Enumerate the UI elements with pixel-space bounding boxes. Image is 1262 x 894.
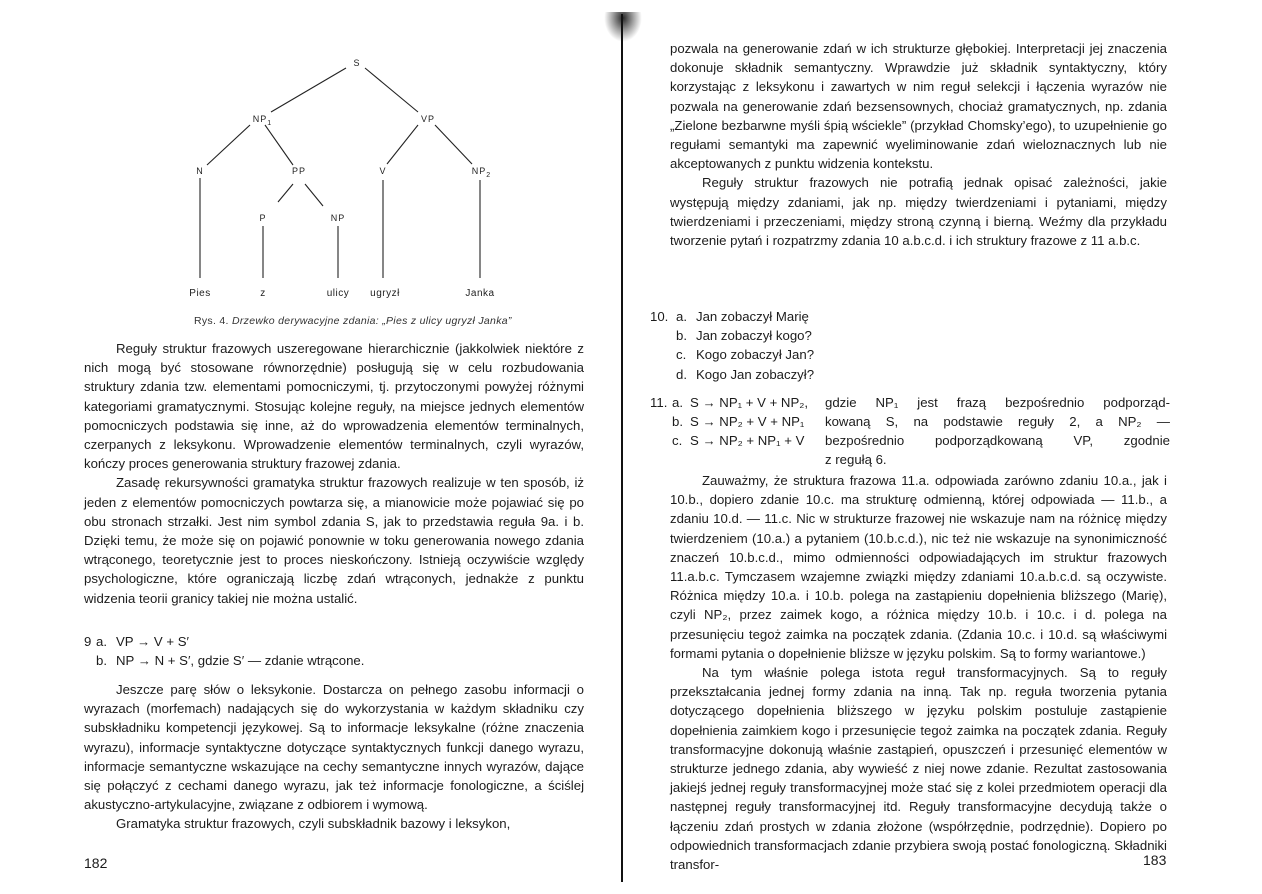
example-text: Jan zobaczył kogo? (696, 328, 812, 344)
tree-node-np2-subscript: 2 (486, 171, 491, 179)
tree-leaf-z: z (260, 288, 266, 299)
page-number-left: 182 (84, 855, 108, 871)
tree-node-vp: VP (420, 114, 436, 124)
tree-leaf-ulicy: ulicy (326, 288, 350, 299)
tree-node-pp: PP (291, 166, 307, 176)
right-text-block-2 (670, 471, 1167, 874)
tree-node-v: V (379, 166, 387, 176)
rules-9 (84, 632, 364, 670)
paragraph: pozwala na generowanie zdań w ich strukturze głębokiej. Interpretacji jej znaczenia dokonuje składnik semantyczny. Wprawdzie już składnik syntaktyczny, który korzystając z leksykonu i zawartych w nim reguł selekcji i łączenia wyrazów nie pozwala na generowanie zdań bezsensownych, chociaż gramatycznych, np. zdania „Zielone bezbarwne myśli śpią wściekle” (przykład Chomsky’ego), to uzupełnienie go regułami semantyki ma zapewnić wyeliminowanie zdań wieloznacznych lub nie akceptowanych z punktu widzenia kontekstu. (670, 41, 1167, 172)
example-label: b. (672, 414, 683, 429)
example-number: 11. (650, 395, 668, 410)
rule-formula: NP → N + S′, gdzie S′ — zdanie wtrącone. (116, 653, 365, 669)
caption-text: Drzewko derywacyjne zdania: „Pies z ulicy ugryzł Janka” (232, 315, 512, 327)
left-text-block-1 (84, 339, 584, 608)
left-text-block-2 (84, 680, 584, 834)
page-number-right: 183 (1143, 852, 1167, 868)
tree-leaf-ugryzl: ugryzł (370, 288, 400, 299)
tree-node-p: P (259, 213, 267, 223)
tree-node-np1 (253, 114, 271, 127)
example-gloss: bezpośrednio podporządkowaną VP, zgodnie (825, 433, 1170, 448)
example-gloss: z regułą 6. (825, 452, 887, 467)
paragraph: Reguły struktur frazowych uszeregowane hierarchicznie (jakkolwiek niektóre z nich mogą być stosowane równorzędnie) posługują się w celu rozbudowania struktury zdania tzw. elementami pomocniczymi, tj. przytoczonymi powyżej różnymi kategoriami gramatycznymi. Stosując kolejne reguły, na miejsce jednych elementów pomocniczych podstawia się inne, aż do wprowadzenia elementów terminalnych, czerpanych z leksykonu. Wprowadzenie elementów terminalnych, czyli wyrazów, kończy proces generowania struktury frazowej zdania. (84, 341, 584, 472)
tree-node-np2-label: NP (471, 166, 487, 176)
tree-node-n: N (196, 166, 204, 176)
example-formula: S → NP₂ + V + NP₁ (690, 414, 805, 429)
paragraph: Jeszcze parę słów o leksykonie. Dostarcza on pełnego zasobu informacji o wyrazach (morfemach) nadających się do wykorzystania w każdym składniku czy subskładniku kompetencji językowej. Są to informacje leksykalne (różne znaczenia wyrazu), informacje syntaktyczne dotyczące syntaktycznych funkcji danego wyrazu, informacje semantyczne wskazujące na cechy semantyczne innych wyrazów, dające się połączyć z cechami danego wyrazu, jak też informacje fonologiczne, a ściślej akustyczno-artykulacyjne, związane z odbiorem i wymową. (84, 682, 584, 813)
tree-leaf-pies: Pies (189, 288, 211, 299)
paragraph: Na tym właśnie polega istota reguł transformacyjnych. Są to reguły przekształcania jednej formy zdania na inną. Tak np. reguła tworzenia pytania dotyczącego dopełnienia bliższego w języku polskim postuluje zastąpienie dopełnienia zaimkiem kogo i przesunięcie tegoż zaimka na początek zdania. Reguły transformacyjne dokonują właśnie zastąpień, opuszczeń i przesunięć elementów w strukturze jednego zdania, aby wywieść z niej nowe zdanie. Rezultat zastosowania jakiejś jednej reguły transformacyjnej może stać się z kolei przedmiotem operacji dla następnej reguły transformacyjnej itd. Reguły transformacyjne decydują także o łączeniu zdań prostych w zdania złożone (współrzędnie, podrzędnie). Dopiero po odpowiednich transformacjach zdanie przybiera swoją postać fonologiczną. Składniki transfor- (670, 665, 1167, 873)
example-label: c. (676, 347, 687, 363)
paragraph: Zauważmy, że struktura frazowa 11.a. odpowiada zarówno zdaniu 10.a., jak i 10.b., dopiero zdanie 10.c. ma strukturę odmienną, której odpowiada — 11.b., a zdaniu 10.d. — 11.c. Nic w strukturze frazowej nie wskazuje nam na różnicę między twierdzeniem (10.a.) a pytaniem (10.b.c.d.), nic też nie wskazuje na synonimiczność znaczeń 10.b.c.d., mimo odmienności odpowiadających im struktur frazowych 11.a.b.c. Tymczasem wzajemne związki między zdaniami 10.a.b.c.d. są oczywiste. Różnica między 10.a. i 10.b. polega na zastąpieniu dopełnienia bliższego (Marię), czyli NP₂, przez zaimek kogo, a różnica między 10.b. i 10.c. i d. polega na przesunięciu tegoż zaimka na początek zdania. (Zdania 10.c. i 10.d. są właściwymi formami pytania o dopełnienie bliższe w języku polskim. Są to formy wariantowe.) (670, 473, 1167, 661)
tree-node-np1-subscript: 1 (267, 119, 272, 127)
example-text: Kogo zobaczył Jan? (696, 347, 815, 363)
paragraph: Reguły struktur frazowych nie potrafią jednak opisać zależności, jakie występują między zdaniami, jak np. między twierdzeniami i pytaniami, między twierdzeniami i przeczeniami, między stroną czynną i bierną. Weźmy dla przykładu tworzenie pytań i rozpatrzmy zdania 10 a.b.c.d. i ich struktury frazowe z 11 a.b.c. (670, 175, 1167, 249)
example-10a (650, 307, 814, 326)
tree-node-s: S (353, 58, 361, 68)
rule-9a (84, 632, 364, 651)
example-label: b. (676, 328, 687, 344)
example-10b (650, 326, 814, 345)
right-text-block-1 (670, 39, 1167, 250)
example-number: 10. (650, 309, 669, 324)
example-label: d. (676, 366, 687, 382)
example-formula: S → NP₁ + V + NP₂, (690, 395, 809, 410)
figure-caption (194, 315, 512, 327)
tree-leaf-janka: Janka (465, 288, 495, 299)
example-text: Jan zobaczył Marię (696, 309, 809, 324)
example-label: a. (672, 395, 683, 410)
tree-node-np2 (472, 166, 490, 179)
tree-node-np: NP (330, 213, 346, 223)
example-label: c. (672, 433, 683, 448)
rule-label: b. (96, 653, 107, 669)
tree-node-np1-label: NP (252, 114, 268, 124)
caption-label: Rys. 4. (194, 315, 229, 327)
paragraph: Gramatyka struktur frazowych, czyli subskładnik bazowy i leksykon, (116, 816, 511, 832)
example-text: Kogo Jan zobaczył? (696, 366, 815, 382)
example-10d (650, 365, 814, 384)
left-page (0, 0, 620, 894)
example-10c (650, 345, 814, 364)
derivation-tree-figure (150, 40, 510, 310)
example-formula: S → NP₂ + NP₁ + V (690, 433, 805, 448)
example-gloss: kowaną S, na podstawie reguły 2, a NP₂ — (825, 414, 1170, 429)
rule-number: 9 (84, 634, 92, 649)
rule-formula: VP → V + S′ (116, 634, 189, 649)
example-gloss: gdzie NP₁ jest frazą bezpośrednio podporząd- (825, 395, 1170, 410)
tree-edges (150, 40, 510, 310)
examples-10 (650, 307, 814, 384)
rule-9b (84, 651, 364, 670)
paragraph: Zasadę rekursywności gramatyka struktur frazowych realizuje w ten sposób, iż jeden z elementów pomocniczych powtarza się, a mianowicie może pojawiać się po obu stronach strzałki. Jest nim symbol zdania S, jak to przedstawia reguła 9a. i b. Dzięki temu, że może się on pojawić ponownie w toku generowania nowego zdania wtrąconego, teoretycznie jest to proces nieskończony. Istnieją oczywiście względy psychologiczne, które ograniczają liczbę zdań wtrąconych, jednakże z punktu widzenia teorii granicy takiej nie można ustalić. (84, 475, 584, 606)
example-label: a. (676, 309, 687, 324)
rule-label: a. (96, 634, 107, 649)
